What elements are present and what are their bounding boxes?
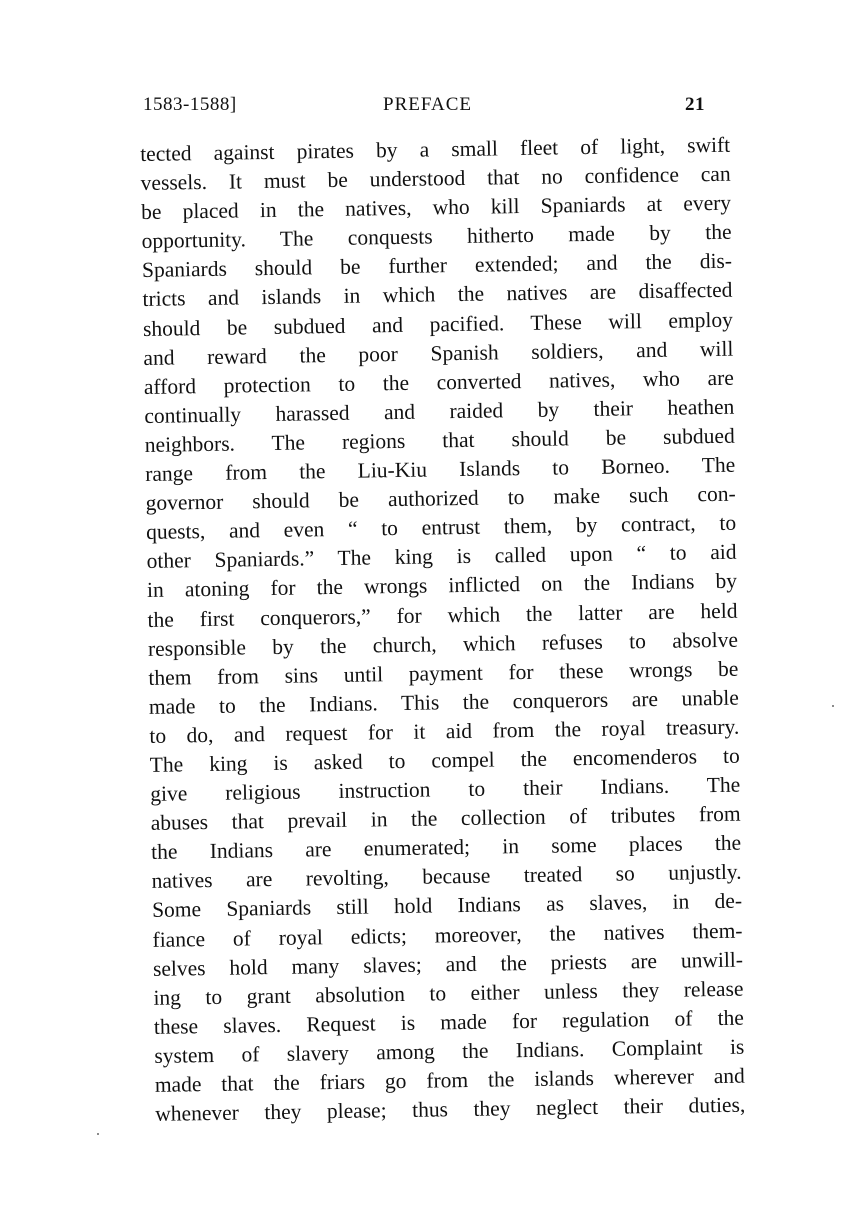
text-line: other Spaniards.” The king is called upon “ to aid xyxy=(146,539,737,574)
text-line: neighbors. The regions that should be subdued xyxy=(144,423,735,457)
text-line: continually harassed and raided by their heathen xyxy=(144,394,735,428)
text-line: range from the Liu-Kiu Islands to Borneo. The xyxy=(145,452,736,486)
running-head xyxy=(143,94,713,122)
text-line: natives are revolting, because treated so unjustly. xyxy=(151,859,742,894)
text-line: made to the Indians. This the conquerors are unable xyxy=(148,685,740,719)
text-line: these slaves. Request is made for regulation of the xyxy=(153,1005,745,1039)
text-line: system of slavery among the Indians. Complaint is xyxy=(154,1034,745,1068)
text-line: Spaniards should be further extended; and the dis- xyxy=(141,249,733,283)
text-line: them from sins until payment for these wrongs be xyxy=(148,656,739,690)
text-line: in atoning for the wrongs inflicted on the Indians by xyxy=(146,569,738,603)
text-line: fiance of royal edicts; moreover, the natives them- xyxy=(152,918,743,952)
text-line: selves hold many slaves; and the priests are unwill- xyxy=(152,947,744,981)
text-line: responsible by the church, which refuses to absolve xyxy=(147,627,739,661)
text-line: The king is asked to compel the encomenderos to xyxy=(149,743,740,777)
text-line: the Indians are enumerated; in some places the xyxy=(150,830,742,865)
body-text xyxy=(140,131,745,1129)
text-line: give religious instruction to their Indians. The xyxy=(150,772,741,806)
text-line: governor should be authorized to make such con- xyxy=(145,481,736,516)
text-line: tricts and islands in which the natives are disaffected xyxy=(142,278,733,312)
text-line: be placed in the natives, who kill Spaniards at every xyxy=(140,190,732,225)
scan-speck xyxy=(97,1133,99,1135)
text-line: should be subdued and pacified. These will employ xyxy=(142,307,734,341)
date-range: 1583-1588] xyxy=(143,94,237,115)
text-line: abuses that prevail in the collection of tributes from xyxy=(150,801,741,836)
text-line: quests, and even “ to entrust them, by contract, to xyxy=(145,510,737,545)
text-line: ing to grant absolution to either unless they release xyxy=(153,976,744,1010)
page-number: 21 xyxy=(685,94,705,115)
text-line: whenever they please; thus they neglect their duties, xyxy=(155,1092,746,1126)
text-line: opportunity. The conquests hitherto made by the xyxy=(141,220,732,254)
section-title: PREFACE xyxy=(383,94,473,115)
text-line: tected against pirates by a small fleet of light, swift xyxy=(140,132,731,166)
text-line: afford protection to the converted natives, who are xyxy=(143,365,734,399)
text-line: the first conquerors,” for which the latter are held xyxy=(147,598,738,632)
text-line: and reward the poor Spanish soldiers, and will xyxy=(143,336,734,370)
text-line: to do, and request for it aid from the royal treasury. xyxy=(149,714,740,748)
text-line: made that the friars go from the islands wherever and xyxy=(154,1063,745,1097)
text-line: vessels. It must be understood that no confidence can xyxy=(140,161,731,196)
scan-speck xyxy=(832,705,834,707)
text-line: Some Spaniards still hold Indians as slaves, in de- xyxy=(151,889,743,923)
